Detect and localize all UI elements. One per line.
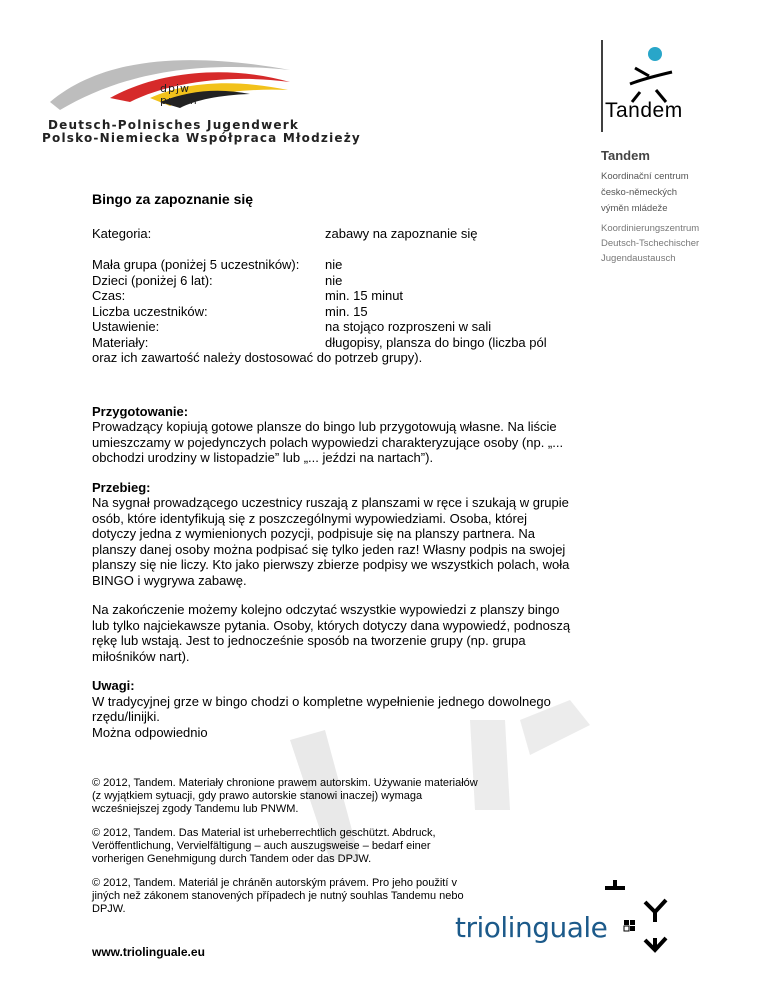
dpjw-logo-abbreviation: dpjw pnwm — [160, 82, 198, 107]
notes-text: W tradycyjnej grze w bingo chodzi o kompletne wypełnienie jednego dowolnego rzędu/linijki. — [92, 693, 551, 724]
detail-row — [92, 335, 572, 351]
copyright-pl: © 2012, Tandem. Materiały chronione prawem autorskim. Używanie materiałów (z wyjątkiem sytuacji, gdy prawo autorskie stanowi inaczej) wymaga wcześniejszej zgody Tandemu lub PNWM. — [92, 777, 478, 815]
preparation-text: Prowadzący kopiują gotowe plansze do bingo lub przygotowują własne. Na liście umieszczamy w pojedynczych polach wypowiedzi charakteryzujące osoby (np. „... obchodzi urodziny w listopadzie” lub „... jeździ na nartach”). — [92, 419, 564, 465]
detail-label: Liczba uczestników: — [92, 303, 208, 319]
dpjw-name-de: Deutsch-Polnisches Jugendwerk — [48, 118, 300, 132]
triolinguale-logo-text — [455, 911, 607, 944]
tandem-title: Tandem — [601, 148, 650, 163]
copyright-footer — [92, 777, 482, 927]
detail-label: Ustawienie: — [92, 319, 160, 334]
tandem-cz-line: výměn mládeže — [601, 203, 668, 214]
detail-value: min. 15 minut — [325, 288, 404, 303]
detail-row — [92, 304, 572, 320]
detail-value: na stojąco rozproszeni w sali — [325, 319, 492, 334]
detail-value: nie — [325, 272, 343, 288]
tandem-logo-text: Tandem — [605, 99, 683, 122]
detail-label: Materiały: — [92, 334, 149, 350]
preparation-heading: Przygotowanie: — [92, 403, 189, 419]
tandem-de-line: Jugendaustausch — [601, 253, 676, 264]
copyright-cz: © 2012, Tandem. Materiál je chráněn autorským právem. Pro jeho použití v jiných než zákonem stanovených případech je nutný souhlas Tandemu nebo DPJW. — [92, 877, 464, 915]
notes-heading: Uwagi: — [92, 678, 135, 693]
detail-value: nie — [325, 257, 343, 272]
trio-logo-part2: linguale — [500, 911, 608, 944]
detail-value: min. 15 — [325, 303, 368, 319]
detail-label: Dzieci (poniżej 6 lat): — [92, 272, 213, 288]
notes-text-continued: Można odpowiednio — [92, 724, 208, 740]
tandem-info — [601, 148, 731, 266]
category-row — [92, 226, 572, 242]
document-body — [92, 192, 572, 740]
detail-label: Mała grupa (poniżej 5 uczestników): — [92, 257, 300, 272]
materials-continuation: oraz ich zawartość należy dostosować do potrzeb grupy). — [92, 350, 423, 365]
document-title: Bingo za zapoznanie się — [92, 191, 254, 207]
procedure-heading: Przebieg: — [92, 479, 151, 495]
tandem-cz-line: Koordinační centrum — [601, 171, 689, 182]
detail-value: długopisy, plansza do bingo (liczba pól — [325, 334, 547, 350]
detail-row — [92, 319, 572, 335]
detail-row — [92, 257, 572, 273]
tandem-de-line: Koordinierungszentrum — [601, 223, 700, 234]
category-label: Kategoria: — [92, 225, 152, 241]
detail-row — [92, 288, 572, 304]
copyright-de: © 2012, Tandem. Das Material ist urheberrechtlich geschützt. Abdruck, Veröffentlichung, Vervielfältigung – auch auszugsweise – bedarf einer vorherigen Genehmigung durch Tandem oder das DPJW. — [92, 827, 436, 865]
tandem-cz-line: česko-německých — [601, 187, 678, 198]
detail-label: Czas: — [92, 288, 126, 303]
tandem-de-line: Deutsch-Tschechischer — [601, 238, 700, 249]
detail-row — [92, 273, 572, 289]
category-value: zabawy na zapoznanie się — [325, 225, 478, 241]
trio-logo-part1: trio — [455, 911, 501, 944]
procedure-text: Na sygnał prowadzącego uczestnicy ruszają z planszami w ręce i szukają w grupie osób, które identyfikują się z poszczególnymi wypowiedziami. Osoba, której dotyczy jedna z wymienionych pozycji, podpisuje się na planszy partnera. Na planszy danej osoby można podpisać się tylko jeden raz! Własny podpis na swojej planszy się nie liczy. Kto jako pierwszy zbierze podpisy we wszystkich polach, woła BINGO i wygrywa zabawę. — [92, 495, 570, 588]
dpjw-name-pl: Polsko-Niemiecka Współpraca Młodzieży — [42, 131, 361, 145]
conclusion-text: Na zakończenie możemy kolejno odczytać wszystkie wypowiedzi z planszy bingo lub tylko najciekawsze pytania. Osoby, których dotyczy dana wypowiedź, podnoszą rękę lub wstają. Jest to jednocześnie sposób na tworzenie grupy (np. grupa miłośników nart). — [92, 602, 571, 664]
website-link[interactable]: www.triolinguale.eu — [92, 945, 205, 959]
